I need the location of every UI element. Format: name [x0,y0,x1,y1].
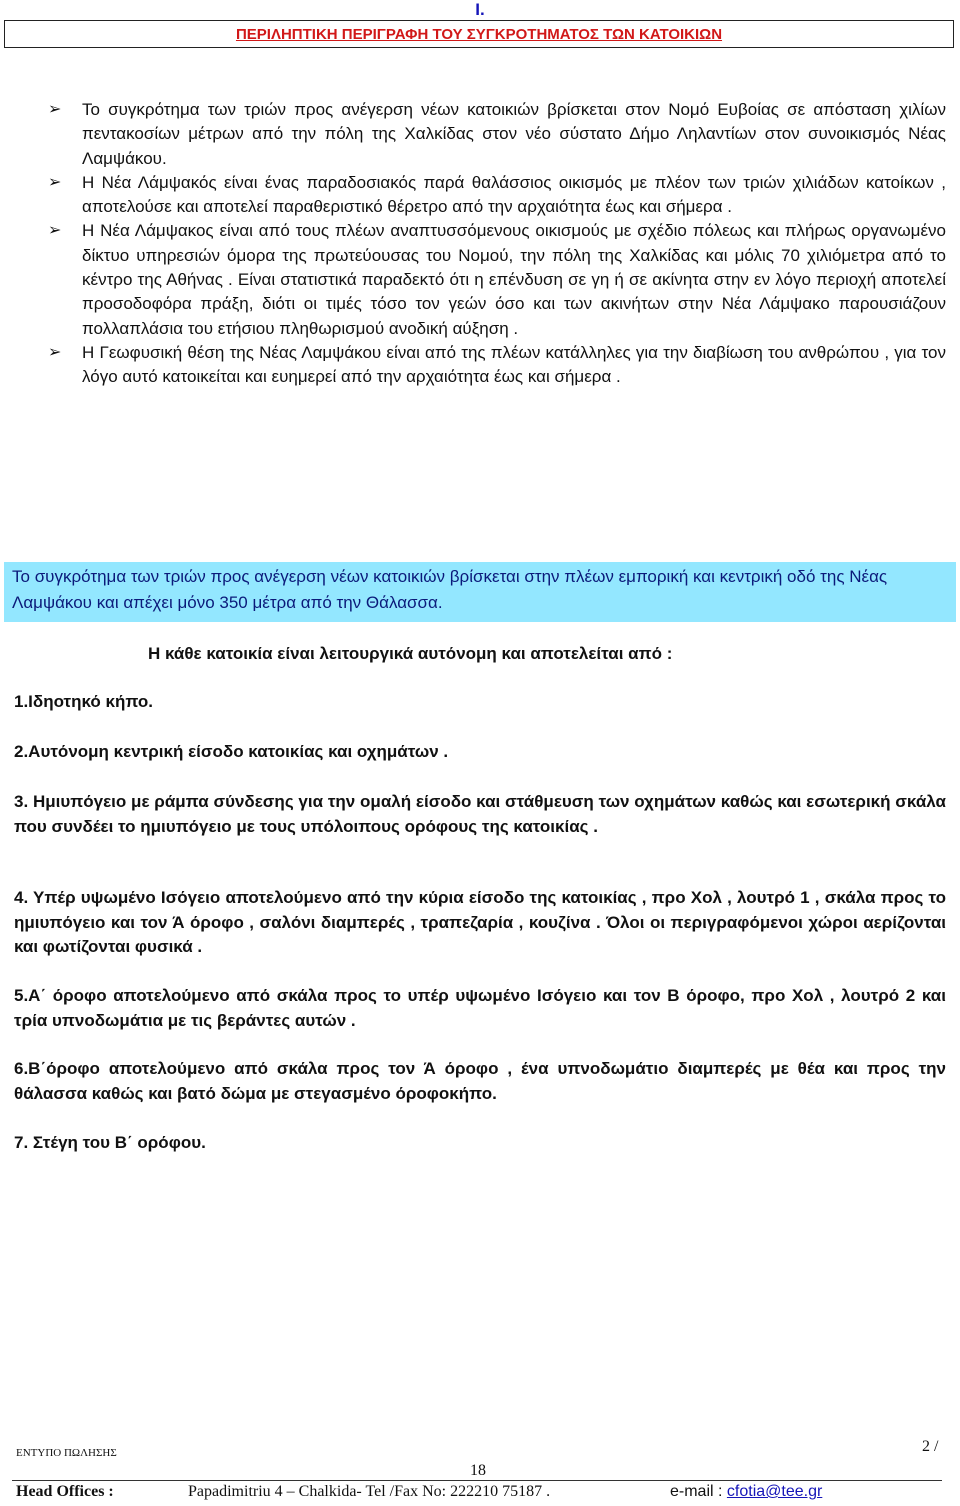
footer-document-tag: ΕΝΤΥΠΟ ΠΩΛΗΣΗΣ [16,1447,117,1459]
bullet-item [48,341,946,390]
footer-divider [12,1480,942,1481]
bullet-item [48,219,946,340]
highlight-box: Το συγκρότημα των τριών προς ανέγερση νέων κατοικιών βρίσκεται στην πλέων εμπορική και κεντρική οδό της Νέας Λαμψάκου και απέχει μόνο 350 μέτρα από την Θάλασσα. [4,562,956,622]
arrow-bullet-icon: ➢ [48,222,62,240]
footer-address: Papadimitriu 4 – Chalkida- Tel /Fax No: 222210 75187 . [188,1483,551,1500]
feature-item: 6.Β΄όροφο αποτελούμενο από σκάλα προς τον Ά όροφο , ένα υπνοδωμάτιο διαμπερές με θέα και προς την θάλασσα καθώς και βατό δώμα με στεγασμένο όροφοκήπο. [14,1059,946,1103]
bullet-text: Η Νέα Λάμψακος είναι από τους πλέων αναπτυσσόμενους οικισμούς με σχέδιο πόλεως και πλήρως οργανωμένο δίκτυο υπηρεσιών όμορα της πρωτεύουσας του Νομού, την πόλη της Χαλκίδας και μόλις 70 χιλιόμετρα από το κέντρο της Αθήνας . Είναι στατιστικά παραδεκτό ότι η επένδυση σε γη ή σε ακίνητα στην εν λόγο περιοχή αποτελεί προσοδοφόρα πράξη, διότι οι τιμές τόσο τον γεών όσο και των ακινήτων στην Νέα Λάμψακο παρουσιάζουν πολλαπλάσια του ετήσιου πληθωρισμού ανοδική αύξηση . [82,221,946,338]
document-title-box [4,20,954,48]
bullet-item [48,171,946,220]
bullet-text: Το συγκρότημα των τριών προς ανέγερση νέων κατοικιών βρίσκεται στον Νομό Ευβοίας σε απόσταση χιλίων πεντακοσίων μέτρων από την πόλη της Χαλκίδας στον νέο σύστατο Δήμο Ληλαντίων στον συνοικισμός Νέας Λαμψάκου. [82,100,946,168]
feature-item: 3. Ημιυπόγειο με ράμπα σύνδεσης για την ομαλή είσοδο και στάθμευση των οχημάτων καθώς και εσωτερική σκάλα που συνδέει το ημιυπόγειο με τους υπόλοιπους ορόφους της κατοικίας . [14,792,946,836]
features-intro: Η κάθε κατοικία είναι λειτουργικά αυτόνομη και αποτελείται από : [148,644,673,663]
arrow-bullet-icon: ➢ [48,343,62,361]
footer-email [670,1482,822,1502]
feature-item: 7. Στέγη του Β΄ ορόφου. [14,1133,206,1152]
feature-item: 1.Ιδηοτηκό κήπο. [14,692,154,711]
bullet-list [48,98,946,390]
feature-item: 5.Α΄ όροφο αποτελούμενο από σκάλα προς το υπέρ υψωμένο Ισόγειο και τον Β όροφο, προ Χολ , λουτρό 2 και τρία υπνοδωμάτια με τις βεράντες αυτών . [14,986,946,1030]
arrow-bullet-icon: ➢ [48,173,62,191]
feature-item: 2.Αυτόνομη κεντρική είσοδο κατοικίας και οχημάτων . [14,742,449,761]
email-link[interactable]: cfotia@tee.gr [726,1483,823,1500]
bullet-item [48,98,946,171]
bullet-text: Η Νέα Λάμψακός είναι ένας παραδοσιακός παρά θαλάσσιος οικισμός με πλέον των τριών χιλιάδων κατοίκων , αποτελούσε και αποτελεί παραθεριστικό θέρετρο από την αρχαιότητα έως και σήμερα . [82,172,946,217]
feature-item: 4. Υπέρ υψωμένο Ισόγειο αποτελούμενο από την κύρια είσοδο της κατοικίας , προ Χολ , λουτρό 1 , σκάλα προς το ημιυπόγειο και τον Ά όροφο , σαλόνι διαμπερές , τραπεζαρία , κουζίνα . Όλοι οι περιγραφόμενοι χώροι αερίζονται και φωτίζονται φυσικά . [14,888,946,956]
footer-email-label: e-mail : [670,1483,723,1500]
arrow-bullet-icon: ➢ [48,101,62,118]
footer-page-fraction: 2 / [922,1438,939,1455]
footer-page-number: 18 [470,1462,486,1479]
footer-label: Head Offices : [16,1483,114,1500]
bullet-text: Η Γεωφυσική θέση της Νέας Λαμψάκου είναι από της πλέων κατάλληλες για την διαβίωση του ανθρώπου , για τον λόγο αυτό κατοικείται και ευημερεί από την αρχαιότητα έως και σήμερα . [82,342,946,387]
document-title: ΠΕΡΙΛΗΠΤΙΚΗ ΠΕΡΙΓΡΑΦΗ ΤΟΥ ΣΥΓΚΡΟΤΗΜΑΤΟΣ ΤΩΝ ΚΑΤΟΙΚΙΩΝ [235,25,723,43]
section-number: I. [475,0,485,19]
